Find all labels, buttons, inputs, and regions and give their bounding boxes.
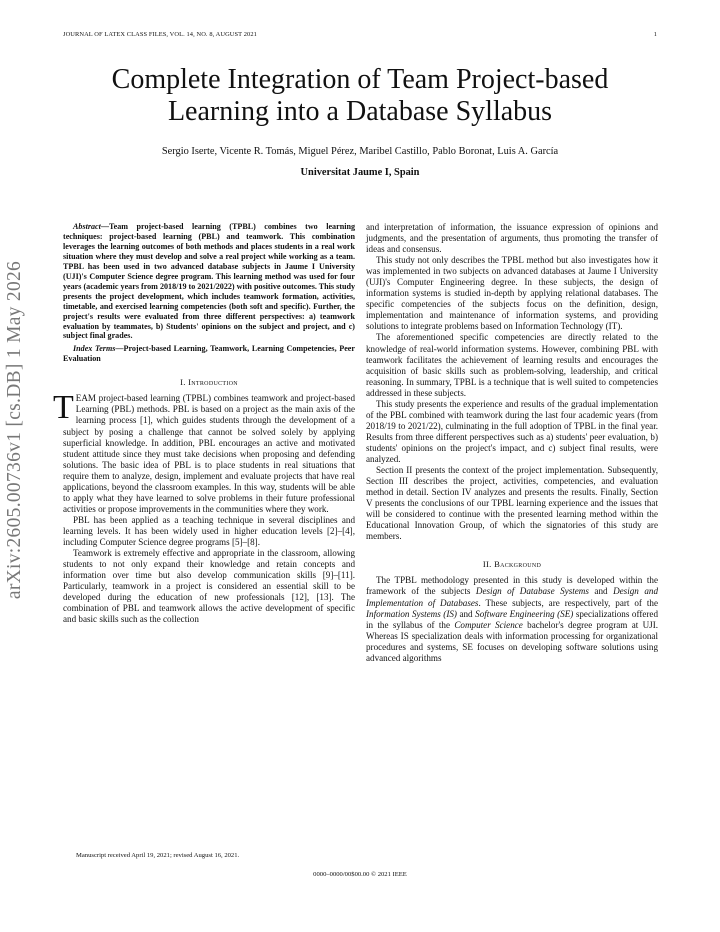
section-heading-introduction: I. Introduction xyxy=(180,377,238,388)
index-terms-label: Index Terms xyxy=(73,344,116,354)
intro-paragraph-1 xyxy=(53,389,355,515)
intro-paragraph-2: PBL has been applied as a teaching technique in several disciplines and learning levels. It has been widely used in higher education levels [2]–[4], including Computer Science degree programs [5]–[8]. xyxy=(63,514,355,547)
abstract xyxy=(63,222,355,341)
bg-text-d: and xyxy=(456,608,476,619)
bg-text-c: . These subjects, are respectively, part of the xyxy=(478,597,658,608)
bg-text-f: bachelor's degree program at UJI. Whereas IS specialization deals with information processing for organizational procedures and systems, SE focuses on developing software solutions using advanced algorithms xyxy=(366,619,659,663)
section-heading-background: II. Background xyxy=(482,559,542,570)
bg-specialization-is: Information Systems (IS) xyxy=(366,608,457,619)
paper-title: Complete Integration of Team Project-based Learning into a Database Syllabus xyxy=(111,64,609,127)
index-terms xyxy=(63,344,355,364)
intro-paragraph-3: Teamwork is extremely effective and appropriate in the classroom, allowing students to not only expand their knowledge and retain concepts and information over time but also develop communication skills [9]–[11]. Particularly, teamwork in a project is considered an essential skill to be developed during the education of new professionals [12], [13]. The combination of PBL and teamwork allows the active development of specific and basic skills such as the collection xyxy=(63,548,355,625)
bg-degree-name: Computer Science xyxy=(454,619,523,630)
drop-cap: T xyxy=(53,389,74,427)
bg-specialization-se: Software Engineering (SE) xyxy=(475,608,574,619)
affiliation: Universitat Jaume I, Spain xyxy=(300,167,420,178)
manuscript-footnote: Manuscript received April 19, 2021; revised August 16, 2021. xyxy=(76,852,240,859)
author-list: Sergio Iserte, Vicente R. Tomás, Miguel Pérez, Maribel Castillo, Pablo Boronat, Luis A. García xyxy=(161,146,559,157)
intro-paragraph-4: This study not only describes the TPBL method but also investigates how it was implemented in two subjects on advanced databases at Jaume I University (UJI)'s Computer Engineering degree. In these subjects, the design of information systems is studied in-depth by applying relational databases. The specific competencies of the subjects focus on the definition, design, implementation and maintenance of information systems, and providing solutions to integrate problems based on Information Technology (IT). xyxy=(366,255,658,332)
bg-subject-2: Design and Implementation of Databases xyxy=(366,586,658,608)
page-number: 1 xyxy=(653,31,657,38)
bg-subject-1: Design of Database Systems xyxy=(475,586,589,597)
copyright-footer: 0000–0000/00$00.00 © 2021 IEEE xyxy=(313,871,407,878)
intro-paragraph-5: The aforementioned specific competencies are directly related to the knowledge of real-world information systems. However, combining PBL with teamwork facilitates the achievement of learning results and encourages the acquisition of basic skills such as problem-solving, leadership, and critical reasoning. In summary, TPBL is a technique that is well suited to competencies addressed in these subjects. xyxy=(366,332,658,398)
intro-paragraph-1-text: EAM project-based learning (TPBL) combines teamwork and project-based Learning (PBL) methods. PBL is based on a project as the main axis of the learning process [1], which guides students through the development of a subject by posing a challenge that cannot be solved solely by applying superficial knowledge. In addition, PBL encourages an active and motivated student attitude since they must take decisions when proposing and defending solutions. The basic idea of PBL is to place students in real situations that require them to analyze, design, implement and evaluate projects that have real applications, beyond the classroom examples. In this way, students will be able to apply what they have learned to solve problems in their future professional activities or propose improvements in the communities where they work. xyxy=(63,393,355,514)
left-column xyxy=(53,222,355,625)
right-column xyxy=(366,222,658,664)
intro-paragraph-6: This study presents the experience and results of the gradual implementation of the PBL combined with teamwork during the last four academic years (from 2018/19 to 2021/22), culminating in the full adoption of TPBL in the final year. Results from three different perspectives such as a) students' peer evaluation, b) students' opinions on the project's impact, and c) subject final results, were analyzed. xyxy=(366,398,658,464)
running-header: JOURNAL OF LATEX CLASS FILES, VOL. 14, NO. 8, AUGUST 2021 xyxy=(63,31,257,38)
abstract-label: Abstract xyxy=(73,222,101,231)
index-terms-text: —Project-based Learning, Teamwork, Learning Competencies, Peer Evaluation xyxy=(63,344,355,364)
intro-paragraph-continued: and interpretation of information, the issuance expression of opinions and judgments, and the presentation of arguments, thus promoting the transfer of ideas and consensus. xyxy=(366,222,658,255)
bg-text-e: specializations offered in the syllabus of the xyxy=(366,608,658,630)
background-paragraph-1 xyxy=(366,575,658,663)
bg-text-a: The TPBL methodology presented in this study is developed within the framework of the subjects xyxy=(366,575,658,597)
bg-text-b: and xyxy=(588,586,614,597)
intro-paragraph-7: Section II presents the context of the project implementation. Subsequently, Section III describes the project, activities, competencies, and evaluation method in detail. Section IV analyzes and presents the results. Finally, Section V presents the conclusions of our TPBL learning experience and the issues that will be considered to continue with the presented learning method within the Educational Innovation Group, of which the signatories of this study are members. xyxy=(366,465,658,542)
arxiv-stamp: arXiv:2605.00736v1 [cs.DB] 1 May 2026 xyxy=(4,260,25,600)
abstract-text: —Team project-based learning (TPBL) combines two learning techniques: project-based learning (PBL) and teamwork. This combination leverages the learning outcomes of both methods and places students in a real work situation where they must develop and solve a real project while working as a team. TPBL has been used in two advanced database subjects in Jaume I University (UJI)'s Computer Science degree program. This learning method was used for four years (academic years from 2018/19 to 2021/2022) with positive outcomes. This study presents the project development, which includes teamwork formation, activities, timetable, and exercised learning competencies (both soft and specific). Further, the project's results were evaluated from three different perspectives: a) teamwork evaluation by teammates, b) Students' opinions on the subject and project, and c) subject final grades. xyxy=(63,222,355,341)
